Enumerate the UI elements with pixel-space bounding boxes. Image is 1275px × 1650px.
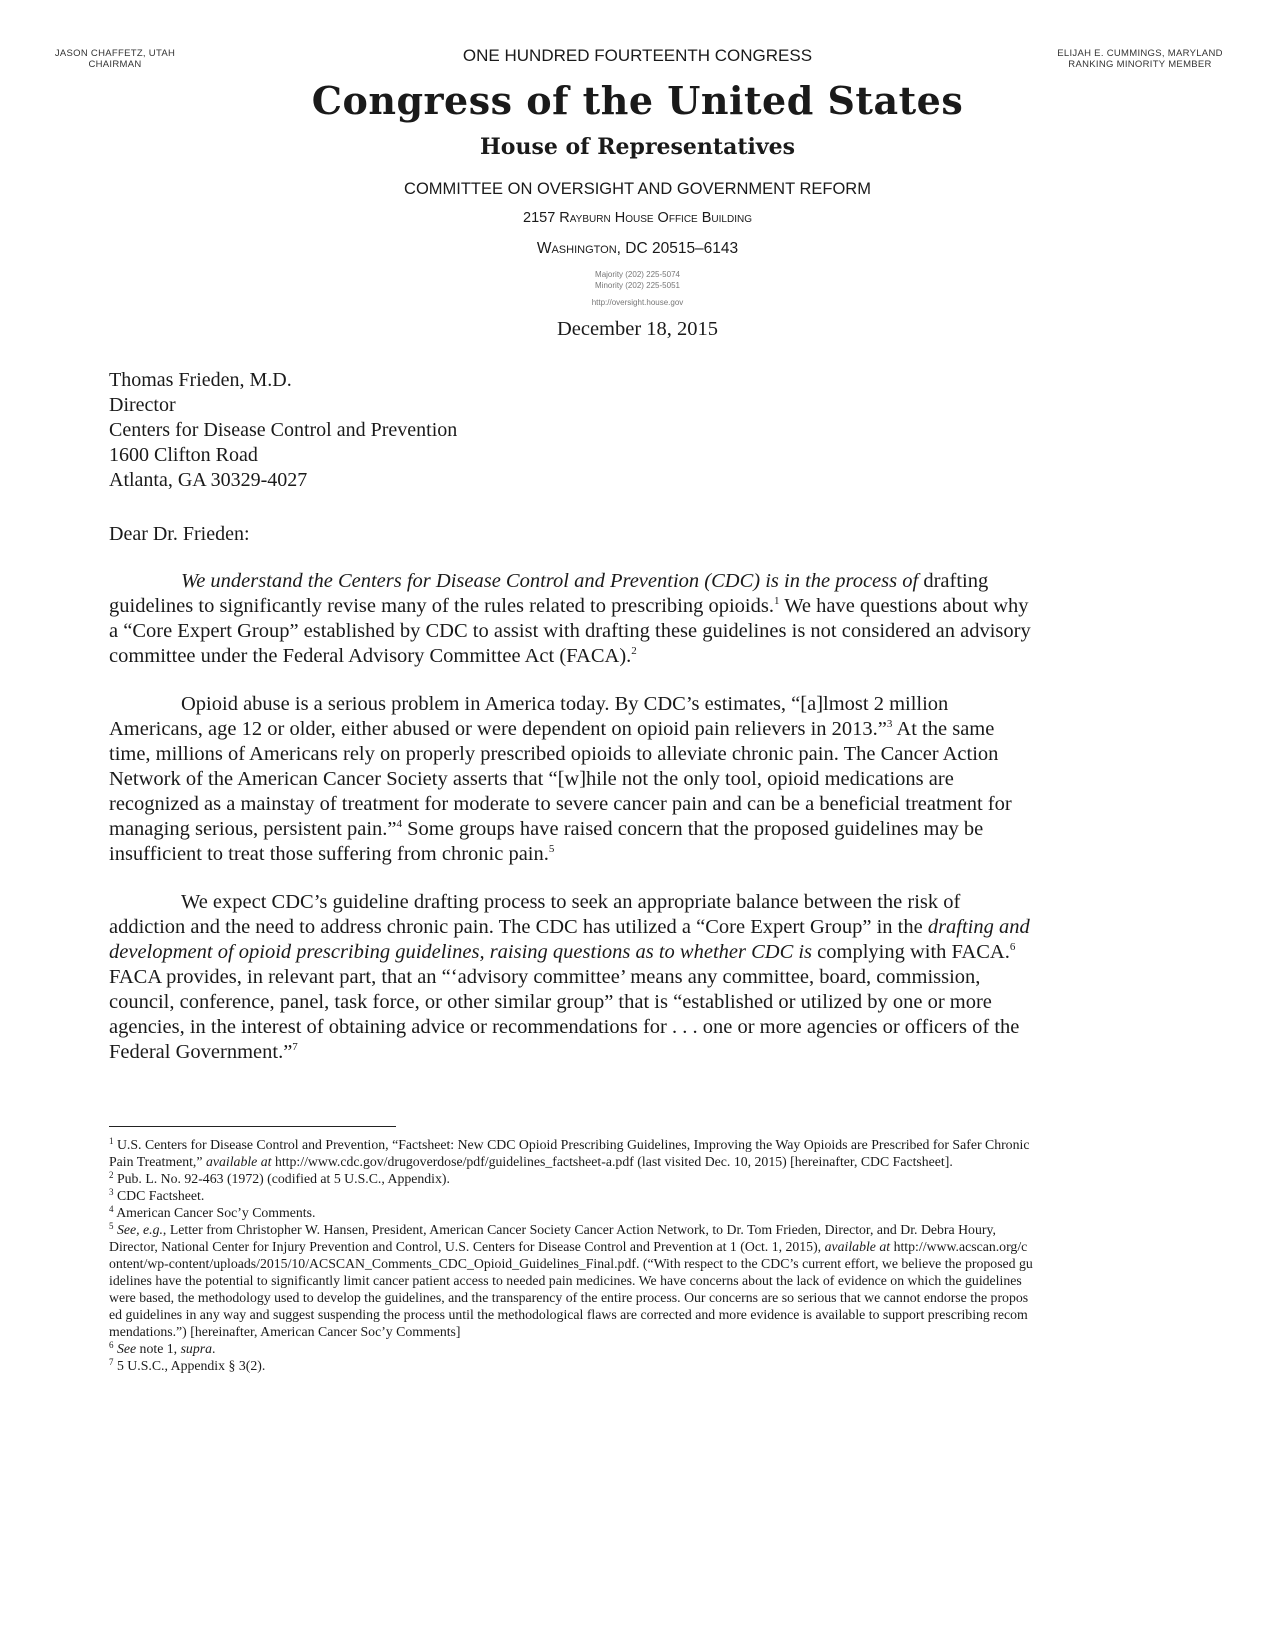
footnote-5-signal: See, e.g. xyxy=(116,1222,163,1237)
footnote-3-number: 3 xyxy=(109,1187,114,1197)
footnote-3-text: CDC Factsheet. xyxy=(116,1188,205,1203)
chairman-name: JASON CHAFFETZ, UTAH xyxy=(54,48,176,59)
footnote-ref-1: 1 xyxy=(773,595,780,607)
paragraph-1-part-a: We understand the Centers for Disease Control and Prevention (CDC) is in the process of xyxy=(181,570,919,592)
footnote-1-available-at: available at xyxy=(205,1154,272,1169)
letterhead-title: Congress of the United States xyxy=(311,78,964,123)
ranking-member-title: RANKING MINORITY MEMBER xyxy=(1068,59,1212,70)
footnote-4 xyxy=(109,1204,1034,1221)
footnote-1 xyxy=(109,1136,1034,1170)
paragraph-2-part-a: Opioid abuse is a serious problem in America today. By CDC’s estimates, “[a]lmost 2 million Americans, age 12 or older, either abused or were dependent on opioid pain relievers in 2013.” xyxy=(109,693,949,740)
salutation-text: Dear Dr. Frieden: xyxy=(109,523,250,545)
recipient-name: Thomas Frieden, M.D. xyxy=(109,369,292,391)
paragraph-2-part-c: Some groups have raised concern that the proposed guidelines may be insufficient to treat those suffering from chronic pain. xyxy=(109,818,984,865)
recipient-city: Atlanta, GA 30329-4027 xyxy=(109,469,308,491)
paragraph-3-part-a: We expect CDC’s guideline drafting process to seek an appropriate balance between the risk of addiction and the need to address chronic pain. The CDC has utilized a “Core Expert Group” in the xyxy=(109,891,961,938)
office-building: 2157 Rayburn House Office Building xyxy=(523,210,752,226)
recipient-title: Director xyxy=(109,394,176,416)
body-paragraph-1 xyxy=(109,569,1039,669)
footnote-5-link-and-quote: http://www.acscan.org/content/wp-content/uploads/2015/10/ACSCAN_Comments_CDC_Opioid_Guidelines_Final.pdf. (“With respect to the CDC’s current effort, we believe the proposed guidelines have the potential to significantly limit cancer patient access to needed pain medicines. We have concerns about the lack of evidence on which the guidelines were based, the methodology used to develop the guidelines, and the transparency of the entire process. Our concerns are so serious that we cannot endorse the proposed guidelines in any way and suggest suspending the process until the methodological flaws are corrected and more evidence is available to support prescribing recommendations.”) [hereinafter, American Cancer Soc’y Comments] xyxy=(109,1239,1033,1339)
footnote-7-number: 7 xyxy=(109,1357,114,1367)
footnote-6-number: 6 xyxy=(109,1340,114,1350)
footnote-6-end: . xyxy=(212,1341,216,1356)
footnote-6 xyxy=(109,1340,1034,1357)
footnote-6-supra: supra xyxy=(180,1341,212,1356)
footnote-1-text: U.S. Centers for Disease Control and Prevention, “Factsheet: New CDC Opioid Prescribing Guidelines, Improving the Way Opioids are Prescribed for Safer Chronic Pain Treatment,” xyxy=(109,1137,1030,1169)
footnote-ref-6: 6 xyxy=(1009,941,1016,953)
footnote-4-number: 4 xyxy=(109,1204,114,1214)
footnote-ref-2: 2 xyxy=(631,645,637,657)
footnote-5-available-at: available at xyxy=(824,1239,891,1254)
footnote-5-number: 5 xyxy=(109,1221,114,1231)
paragraph-1-part-c: We have questions about why a “Core Expert Group” established by CDC to assist with drafting these guidelines is not considered an advisory committee under the Federal Advisory Committee Act (FACA). xyxy=(109,595,1031,667)
salutation xyxy=(109,522,250,547)
committee-name: COMMITTEE ON OVERSIGHT AND GOVERNMENT REFORM xyxy=(404,180,871,198)
paragraph-3-part-b: drafting and development of opioid prescribing guidelines, raising questions as to whether CDC is xyxy=(109,916,1030,963)
paragraph-2-part-b: At the same time, millions of Americans rely on properly prescribed opioids to alleviate chronic pain. The Cancer Action Network of the American Cancer Society asserts that “[w]hile not the only tool, opioid medications are recognized as a mainstay of treatment for moderate to severe cancer pain and can be a beneficial treatment for managing serious, persistent pain.” xyxy=(109,718,1012,840)
house-label: House of Representatives xyxy=(479,134,796,160)
recipient-street: 1600 Clifton Road xyxy=(109,444,258,466)
footnote-divider xyxy=(109,1126,396,1127)
chairman-title: CHAIRMAN xyxy=(88,59,142,70)
footnotes xyxy=(109,1136,1034,1374)
footnote-3 xyxy=(109,1187,1034,1204)
footnote-ref-5: 5 xyxy=(548,843,555,855)
recipient-org: Centers for Disease Control and Prevention xyxy=(109,419,458,441)
footnote-2 xyxy=(109,1170,1034,1187)
footnote-6-text: note 1, xyxy=(136,1341,181,1356)
paragraph-3-part-d: FACA provides, in relevant part, that an “‘advisory committee’ means any committee, board, commission, council, conference, panel, task force, or other similar group” that is “established or utilized by one or more agencies, in the interest of obtaining advice or recommendations for . . . one or more agencies or officers of the Federal Government.” xyxy=(109,966,1020,1063)
footnote-ref-4: 4 xyxy=(396,818,403,830)
body-paragraph-2 xyxy=(109,692,1039,867)
footnote-1-number: 1 xyxy=(109,1136,114,1146)
footnote-6-signal: See xyxy=(116,1341,137,1356)
footnote-ref-7: 7 xyxy=(292,1041,298,1053)
footnote-2-number: 2 xyxy=(109,1170,114,1180)
recipient-address xyxy=(109,368,457,493)
footnote-5 xyxy=(109,1221,1034,1340)
footnote-7-text: 5 U.S.C., Appendix § 3(2). xyxy=(116,1358,266,1373)
office-city: Washington, DC 20515–6143 xyxy=(536,240,739,257)
website: http://oversight.house.gov xyxy=(591,298,684,307)
footnote-5-text: , Letter from Christopher W. Hansen, President, American Cancer Society Cancer Action Network, to Dr. Tom Frieden, Director, and Dr. Debra Houry, Director, National Center for Injury Prevention and Control, U.S. Centers for Disease Control and Prevention at 1 (Oct. 1, 2015), xyxy=(109,1222,996,1254)
footnote-2-text: Pub. L. No. 92-463 (1972) (codified at 5 U.S.C., Appendix). xyxy=(116,1171,450,1186)
paragraph-3-part-c: complying with FACA. xyxy=(817,941,1010,963)
paragraph-1-part-b: drafting guidelines to significantly revise many of the rules related to prescribing opioids. xyxy=(109,570,989,617)
body-paragraph-3 xyxy=(109,890,1039,1065)
congress-label: ONE HUNDRED FOURTEENTH CONGRESS xyxy=(462,46,813,65)
footnote-4-text: American Cancer Soc’y Comments. xyxy=(116,1205,316,1220)
phone-majority: Majority (202) 225-5074 xyxy=(595,270,680,279)
footnote-ref-3: 3 xyxy=(886,718,893,730)
phone-minority: Minority (202) 225-5051 xyxy=(595,281,680,290)
footnote-7 xyxy=(109,1357,1034,1374)
footnote-1-link[interactable]: http://www.cdc.gov/drugoverdose/pdf/guidelines_factsheet-a.pdf (last visited Dec. 10, 2015) [hereinafter, CDC Factsheet]. xyxy=(274,1154,953,1169)
letter-date: December 18, 2015 xyxy=(556,318,719,340)
ranking-member-name: ELIJAH E. CUMMINGS, MARYLAND xyxy=(1057,48,1223,59)
